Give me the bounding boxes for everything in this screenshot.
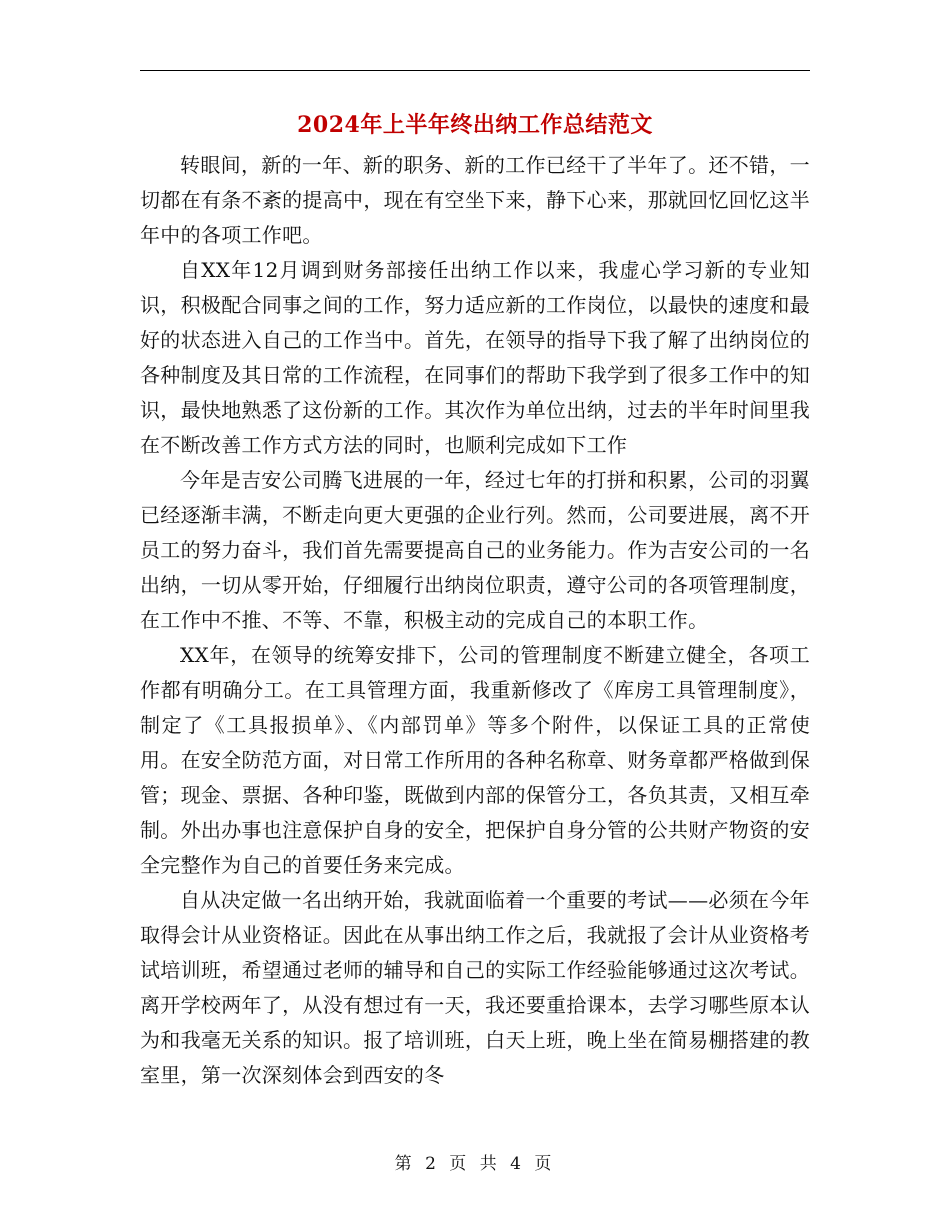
paragraph: 今年是吉安公司腾飞进展的一年，经过七年的打拼和积累，公司的羽翼已经逐渐丰满，不断走向更大更强的企业行列。然而，公司要进展，离不开员工的努力奋斗，我们首先需要提高自己的业务能力。作为吉安公司的一名出纳，一切从零开始，仔细履行出纳岗位职责，遵守公司的各项管理制度，在工作中不推、不等、不靠，积极主动的完成自己的本职工作。 — [140, 468, 810, 632]
document-body — [140, 148, 810, 1093]
header-rule — [140, 70, 810, 71]
paragraph: XX年，在领导的统筹安排下，公司的管理制度不断建立健全，各项工作都有明确分工。在工具管理方面，我重新修改了《库房工具管理制度》，制定了《工具报损单》、《内部罚单》等多个附件，以保证工具的正常使用。在安全防范方面，对日常工作所用的各种名称章、财务章都严格做到保管；现金、票据、各种印鉴，既做到内部的保管分工，各负其责，又相互牵制。外出办事也注意保护自身的安全，把保护自身分管的公共财产物资的安全完整作为自己的首要任务来完成。 — [140, 643, 810, 877]
paragraph: 自从决定做一名出纳开始，我就面临着一个重要的考试——必须在今年取得会计从业资格证。因此在从事出纳工作之后，我就报了会计从业资格考试培训班，希望通过老师的辅导和自己的实际工作经验能够通过这次考试。离开学校两年了，从没有想过有一天，我还要重拾课本，去学习哪些原本认为和我毫无关系的知识。报了培训班，白天上班，晚上坐在简易棚搭建的教室里，第一次深刻体会到西安的冬 — [140, 888, 810, 1087]
paragraph: 转眼间，新的一年、新的职务、新的工作已经干了半年了。还不错，一切都在有条不紊的提高中，现在有空坐下来，静下心来，那就回忆回忆这半年中的各项工作吧。 — [140, 153, 810, 247]
paragraph: 自XX年12月调到财务部接任出纳工作以来，我虚心学习新的专业知识，积极配合同事之间的工作，努力适应新的工作岗位，以最快的速度和最好的状态进入自己的工作当中。首先，在领导的指导下我了解了出纳岗位的各种制度及其日常的工作流程，在同事们的帮助下我学到了很多工作中的知识，最快地熟悉了这份新的工作。其次作为单位出纳，过去的半年时间里我在不断改善工作方式方法的同时，也顺利完成如下工作 — [140, 258, 810, 457]
page-number: 第 2 页 共 4 页 — [394, 1154, 556, 1174]
document-title: 2024年上半年终出纳工作总结范文 — [297, 112, 653, 138]
